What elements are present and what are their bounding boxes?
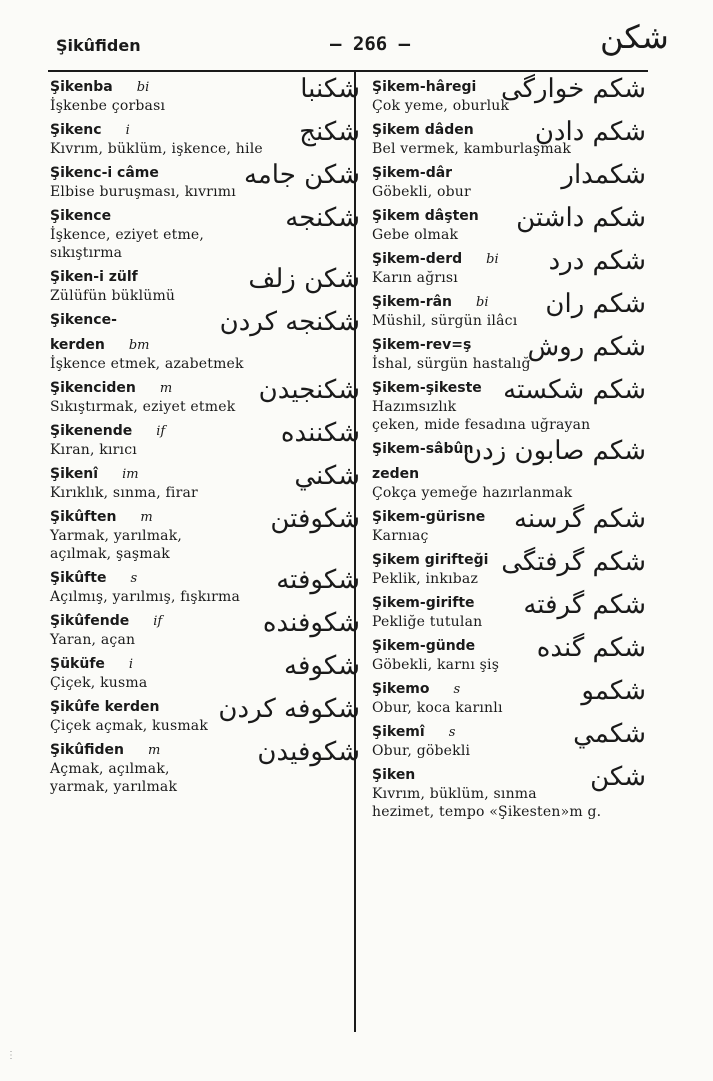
headword: Şikûfte [50,570,107,586]
headword: Şikenc-i câme [50,165,159,181]
headword: Şikenc [50,122,102,138]
headword: Şikence [50,208,112,224]
arabic-script-headword: شكم شكسته [503,375,646,405]
definition-line: Obur, koca karınlı [372,700,503,716]
dictionary-entry [372,375,646,434]
dictionary-entry [372,160,646,201]
dictionary-entry [372,74,646,115]
right-column [372,74,646,827]
definition-line: Göbekli, obur [372,184,471,200]
dictionary-entry [50,504,360,563]
headword: Şikem-hâregi [372,79,477,95]
definition-line: Göbekli, karnı şiş [372,657,500,673]
part-of-speech: bi [136,80,150,95]
part-of-speech: m [140,510,153,525]
arabic-script-headword: شكم روش [527,332,646,362]
headword: zeden [372,466,420,482]
part-of-speech: im [122,467,139,482]
definition-line: İshal, sürgün hastalığ [372,356,531,372]
arabic-script-headword: شكم گرفتگی [501,547,646,577]
arabic-script-headword: شكنجيدن [258,375,360,405]
arabic-script-headword: شكوفه كردن [218,694,360,724]
dictionary-entry [50,375,360,416]
headword: kerden [50,337,105,353]
dictionary-entry [372,504,646,545]
headword: Şikemî [372,724,425,740]
entry-headword-line [50,121,320,140]
headword: Şikûfiden [50,742,125,758]
arabic-script-headword: شكم صابون زدن [463,436,646,466]
headword: Şikem dâşten [372,208,479,224]
definition-line: Kırıklık, sınma, firar [50,485,198,501]
part-of-speech: if [156,424,166,439]
headword: Şikûften [50,509,117,525]
part-of-speech: bi [476,295,489,310]
definition-line: Çok yeme, oburluk [372,98,510,114]
dictionary-entry [372,289,646,330]
arabic-script-headword: شكنج [299,117,360,147]
dictionary-entry [372,436,646,466]
definition-line: Açmak, açılmak, [50,761,170,777]
definition-line: Pekliğe tutulan [372,614,483,630]
definition-line: Yaran, açan [50,632,136,648]
definition-line: Gebe olmak [372,227,459,243]
arabic-script-headword: شكن [590,762,646,792]
headword: Şikem-rev=ş [372,337,472,353]
dictionary-entry [50,608,360,649]
part-of-speech: m [159,381,173,396]
headword: Şikemo [372,681,430,697]
dictionary-entry [50,565,360,606]
arabic-script-headword: شكم ران [545,289,646,319]
dictionary-entry [50,336,320,373]
dictionary-entry [372,332,646,373]
part-of-speech: bm [128,338,150,353]
headword: Şikenba [50,79,113,95]
part-of-speech: m [148,743,161,758]
dictionary-entry [372,719,646,760]
part-of-speech: if [153,614,163,629]
headword: Şikûfende [50,613,130,629]
running-head-left: Şikûfiden [56,36,141,55]
definition-line: Peklik, inkıbaz [372,571,479,587]
part-of-speech: s [130,571,138,586]
definition-line: Kıvrım, büklüm, işkence, hile [50,141,263,157]
dictionary-entry [50,264,360,305]
definition-line: hezimet, tempo «Şikesten»m g. [372,804,602,820]
dictionary-entry [372,676,646,717]
dictionary-entry [50,203,360,262]
definition-line: Hazımsızlık [372,399,457,415]
definition-line: Elbise buruşması, kıvrımı [50,184,236,200]
entry-headword-line [50,465,320,484]
definition-line: açılmak, şaşmak [50,546,170,562]
arabic-script-headword: شكني [294,461,360,491]
arabic-script-headword: شكنجه [285,203,360,233]
arabic-script-headword: شكم گرفته [523,590,646,620]
definition-line: Müshil, sürgün ilâcı [372,313,518,329]
part-of-speech: i [128,657,134,672]
dictionary-entry [50,117,360,158]
entry-headword-line [50,336,320,355]
arabic-script-headword: شكم گنده [536,633,646,663]
arabic-script-headword: شكوفه [284,651,360,681]
arabic-script-headword: شكن زلف [248,264,360,294]
headword: Şikenî [50,466,99,482]
dictionary-entry [372,547,646,588]
dictionary-entry [372,203,646,244]
part-of-speech: s [448,725,456,740]
arabic-script-headword: شكوفتن [270,504,360,534]
headword: Şikem girifteği [372,552,489,568]
dictionary-entry [372,117,646,158]
headword: Şüküfe [50,656,105,672]
arabic-script-headword: شكمدار [561,160,646,190]
dictionary-entry [50,694,360,735]
arabic-script-headword: شكمي [573,719,646,749]
arabic-script-headword: شكوفته [276,565,360,595]
arabic-script-headword: شكوفنده [262,608,360,638]
arabic-script-headword: شكوفيدن [257,737,360,767]
entry-headword-line [50,78,320,97]
dictionary-entry [50,651,360,692]
headword: Şikem-şikeste [372,380,482,396]
definition-line: Açılmış, yarılmış, fışkırma [50,589,241,605]
definition-line: Karın ağrısı [372,270,458,286]
entry-headword-line [50,655,320,674]
definition-line: İşkence, eziyet etme, [50,227,205,243]
definition-line: İşkence etmek, azabetmek [50,356,244,372]
arabic-script-headword: شكم گرسنه [513,504,646,534]
dictionary-entry [50,418,360,459]
arabic-script-headword: شكم دادن [534,117,646,147]
arabic-script-headword: شكننده [280,418,360,448]
dictionary-entry [50,307,360,337]
headword: Şikem-rân [372,294,453,310]
dictionary-entry [372,590,646,631]
part-of-speech: bi [486,252,499,267]
definition-line: Kıvrım, büklüm, sınma [372,786,537,802]
dictionary-entry [50,160,360,201]
definition-line: Obur, göbekli [372,743,471,759]
entry-headword-line [50,207,320,226]
running-head-right: شكن [600,18,669,56]
definition-line: Zülüfün büklümü [50,288,176,304]
headword: Şikem-sâbûn [372,441,474,457]
headword: Şikence- [50,312,117,328]
definition-line: Çokça yemeğe hazırlanmak [372,485,573,501]
left-column [50,74,360,802]
headword: Şikem-dâr [372,165,453,181]
headword: Şikenende [50,423,133,439]
entry-headword-line [372,465,642,484]
headword: Şikem-günde [372,638,476,654]
arabic-script-headword: شكم درد [548,246,646,276]
arabic-script-headword: شكنجه كردن [219,307,360,337]
headword: Şiken [372,767,416,783]
arabic-script-headword: شكم خوارگی [500,74,646,104]
dictionary-entry [372,762,646,821]
part-of-speech: i [125,123,130,138]
margin-marks: ⋮ [6,1050,16,1061]
definition-line: çeken, mide fesadına uğrayan [372,417,591,433]
arabic-script-headword: شكن جامه [243,160,360,190]
definition-line: Sıkıştırmak, eziyet etmek [50,399,236,415]
headword: Şikem-derd [372,251,463,267]
definition-line: yarmak, yarılmak [50,779,178,795]
definition-line: Kıran, kırıcı [50,442,137,458]
definition-line: İşkenbe çorbası [50,98,166,114]
page-number: — 266 — [330,33,411,55]
dictionary-entry [372,246,646,287]
dictionary-entry [50,737,360,796]
definition-line: Yarmak, yarılmak, [50,528,183,544]
headword: Şikem-girifte [372,595,475,611]
dictionary-entry [372,465,642,502]
definition-line: Bel vermek, kamburlaşmak [372,141,572,157]
definition-line: sıkıştırma [50,245,123,261]
arabic-script-headword: شكمو [581,676,646,706]
headword: Şiken-i zülf [50,269,138,285]
dictionary-entry [50,74,360,115]
definition-line: Çiçek açmak, kusmak [50,718,209,734]
dictionary-entry [372,633,646,674]
arabic-script-headword: شكم داشتن [516,203,646,233]
headword: Şikem dâden [372,122,474,138]
definition-line: Karnıaç [372,528,429,544]
definition-line: Çiçek, kusma [50,675,148,691]
entry-headword-line [50,422,320,441]
dictionary-entry [50,461,360,502]
arabic-script-headword: شكنبا [300,74,360,104]
headword: Şikûfe kerden [50,699,160,715]
headword: Şikem-gürisne [372,509,486,525]
part-of-speech: s [453,682,461,697]
header-rule [48,70,648,72]
headword: Şikenciden [50,380,136,396]
